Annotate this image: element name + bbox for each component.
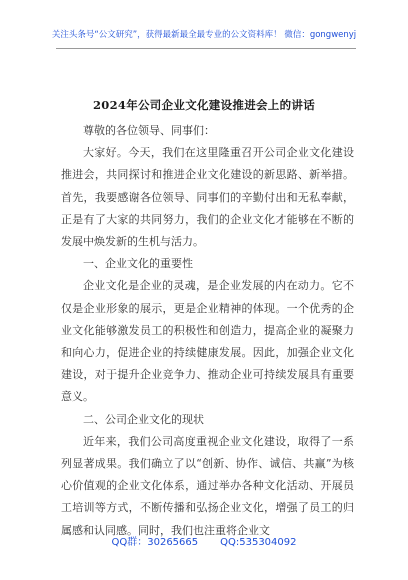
header-banner: 关注头条号“公文研究”，获得最新最全最专业的公文资料库！ 微信：gongwenyj xyxy=(51,30,357,40)
status-paragraph: 近年来，我们公司高度重视企业文化建设，取得了一系列显著成果。我们确立了以“创新、协作、诚信、共赢”为核心价值观的企业文化体系，通过举办各种文化活动、开展员工培训等方式，不断传播和弘扬企业文化，增强了员工的归属感和认同感。同时，我们也注重将企业文 xyxy=(61,434,354,537)
qq-group-text: QQ群：30265665 xyxy=(111,537,199,548)
greeting-paragraph: 尊敬的各位领导、同事们： xyxy=(83,124,215,137)
section-heading-importance: 一、企业文化的重要性 xyxy=(83,257,193,271)
intro-paragraph: 大家好。今天，我们在这里隆重召开公司企业文化建设推进会，共同探讨和推进企业文化建设的新思路、新举措。首先，我要感谢各位领导、同事们的辛勤付出和无私奉献，正是有了大家的共同努力，我们的企业文化才能够在不断的发展中焕发新的生机与活力。 xyxy=(61,146,354,249)
importance-paragraph: 企业文化是企业的灵魂，是企业发展的内在动力。它不仅是企业形象的展示，更是企业精神的体现。一个优秀的企业文化能够激发员工的积极性和创造力，提高企业的凝聚力和向心力，促进企业的持续健康发展。因此，加强企业文化建设，对于提升企业竞争力、推动企业可持续发展具有重要意义。 xyxy=(61,279,354,404)
document-title: 2024年公司企业文化建设推进会上的讲话 xyxy=(92,98,315,112)
document-body xyxy=(61,120,354,542)
section-heading-status: 二、公司企业文化的现状 xyxy=(83,412,204,426)
footer-contact xyxy=(0,533,408,548)
qq-number-text: QQ:535304092 xyxy=(220,537,297,548)
header-divider xyxy=(56,48,356,49)
